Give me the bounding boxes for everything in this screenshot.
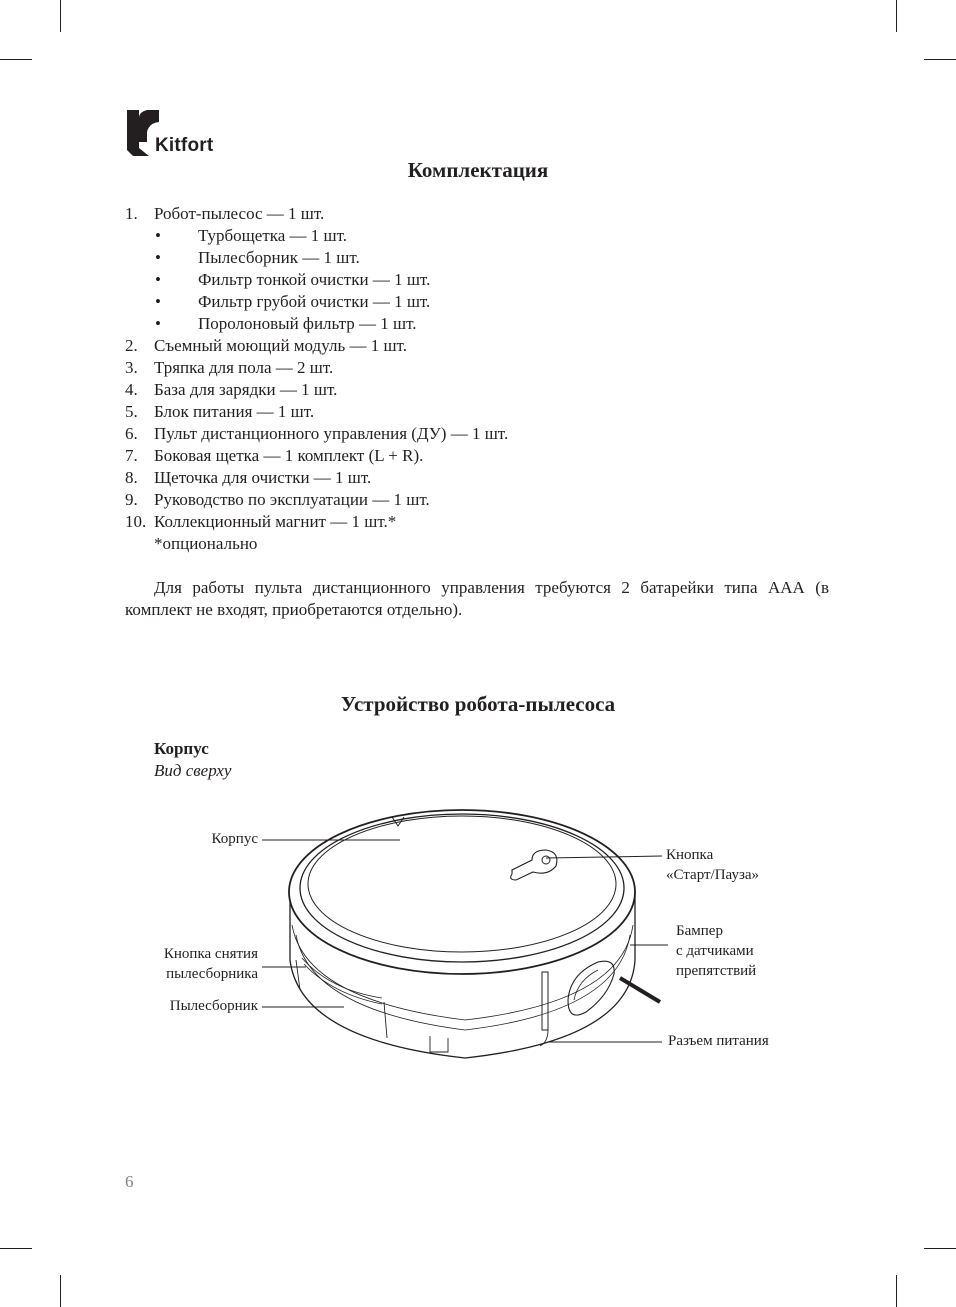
robot-top-outer (289, 810, 635, 974)
battery-paragraph: Для работы пульта дистанционного управления требуются 2 батарейки типа ААА (в комплект не входят, приобретаются отдельно). (125, 578, 829, 619)
list-item: 2. Съемный моющий модуль — 1 шт. (125, 336, 407, 355)
section-title-contents: Комплектация (407, 158, 549, 182)
label-start-line2: «Старт/Пауза» (666, 867, 760, 883)
list-item: 9. Руководство по эксплуатации — 1 шт. (125, 490, 430, 509)
list-item: 6. Пульт дистанционного управления (ДУ) — 1 шт. (125, 424, 509, 443)
list-item: 7. Боковая щетка — 1 комплект (L + R). (125, 446, 424, 465)
list-item: 5. Блок питания — 1 шт. (125, 402, 315, 421)
label-bumper-line1: Бампер (676, 923, 723, 939)
section-title-device: Устройство робота-пылесоса (340, 692, 616, 716)
subheading-body: Корпус (154, 739, 209, 758)
sub-list-item: • Пылесборник — 1 шт. (155, 248, 360, 267)
sub-list-item: • Турбощетка — 1 шт. (155, 226, 348, 245)
list-item: 3. Тряпка для пола — 2 шт. (125, 358, 334, 377)
label-dustbin: Пылесборник (169, 998, 258, 1014)
label-power-port: Разъем питания (668, 1033, 769, 1049)
label-bumper-line2: с датчиками (676, 943, 754, 959)
logo-text: Kitfort (155, 135, 214, 156)
sub-list-item: • Поролоновый фильтр — 1 шт. (155, 314, 417, 333)
sub-list-item: • Фильтр тонкой очистки — 1 шт. (155, 270, 431, 289)
list-item: 1. Робот-пылесос — 1 шт. (125, 204, 325, 223)
label-release-line2: пылесборника (166, 966, 258, 982)
label-start-line1: Кнопка (666, 847, 714, 863)
page-number: 6 (125, 1172, 134, 1191)
list-item: 4. База для зарядки — 1 шт. (125, 380, 338, 399)
list-item: 10. Коллекционный магнит — 1 шт.* (125, 512, 397, 531)
label-body: Корпус (211, 831, 258, 847)
label-bumper-line3: препятствий (676, 963, 757, 979)
list-item: 8. Щеточка для очистки — 1 шт. (125, 468, 372, 487)
label-release-line1: Кнопка снятия (163, 946, 258, 962)
optional-note: *опционально (154, 534, 258, 553)
subheading-top-view: Вид сверху (154, 761, 232, 780)
sub-list-item: • Фильтр грубой очистки — 1 шт. (155, 292, 431, 311)
